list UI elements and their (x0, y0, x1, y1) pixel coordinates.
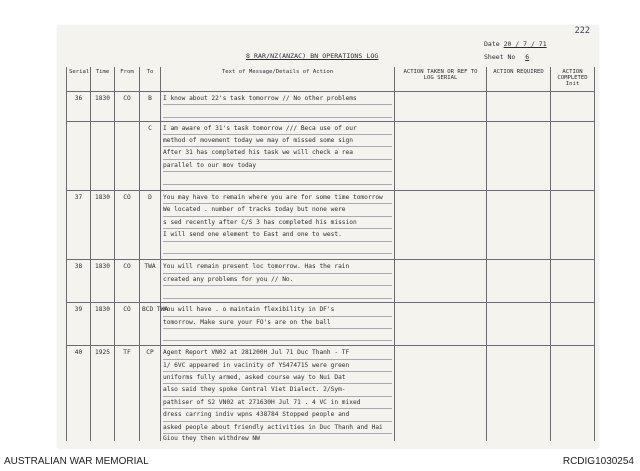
entry-action-completed (551, 121, 595, 190)
log-entry-row (67, 191, 595, 260)
entry-text-line: Agent Report VN02 at 281200H Jul 71 Duc Thanh - TF (163, 347, 392, 359)
entry-action-taken (395, 121, 487, 190)
entry-action-completed (551, 260, 595, 303)
entry-text-line: parallel to our mov today (163, 160, 392, 172)
entry-serial (67, 121, 91, 190)
entry-from: CO (115, 191, 140, 260)
entry-serial: 39 (67, 303, 91, 346)
entry-from: CO (115, 303, 140, 346)
log-body (67, 92, 595, 442)
entry-text (161, 121, 395, 190)
entry-text-line: created any problems for you // No. (163, 274, 392, 286)
entry-from: TF (115, 346, 140, 441)
log-sheet (58, 26, 598, 448)
entry-action-required (487, 121, 551, 190)
col-time: Time (91, 67, 115, 92)
entry-text (161, 92, 395, 122)
entry-text (161, 191, 395, 260)
entry-text-line: I know about 22's task tomorrow // No other problems (163, 93, 392, 105)
entry-text-line: 1/ 6VC appeared in vacinity of YS474715 were green (163, 360, 392, 372)
log-entry-row (67, 303, 595, 346)
page-number: 222 (574, 26, 590, 36)
entry-action-required (487, 260, 551, 303)
entry-serial: 40 (67, 346, 91, 441)
log-title: 8 RAR/NZ(ANZAC) BN OPERATIONS LOG (246, 52, 379, 60)
entry-action-taken (395, 191, 487, 260)
log-entry-row (67, 121, 595, 190)
sheet-value: 6 (525, 53, 530, 61)
log-entry-row (67, 92, 595, 122)
entry-text-line (163, 172, 392, 184)
entry-action-taken (395, 260, 487, 303)
entry-action-completed (551, 92, 595, 122)
operations-log-table (66, 67, 595, 441)
entry-serial: 36 (67, 92, 91, 122)
entry-time: 1830 (91, 260, 115, 303)
entry-action-required (487, 303, 551, 346)
col-action-taken: ACTION TAKEN OR REF TO LOG SERIAL (395, 67, 487, 92)
entry-serial: 38 (67, 260, 91, 303)
sheet-field (484, 53, 535, 61)
entry-action-required (487, 92, 551, 122)
entry-text-line: You may have to remain where you are for some time tomorrow (163, 192, 392, 204)
entry-text-line: You will remain present loc tomorrow. Has the rain (163, 261, 392, 273)
entry-text-line (163, 329, 392, 341)
entry-text-line: also said they spoke Central Viet Dialect. 2/Sym- (163, 384, 392, 396)
entry-text (161, 260, 395, 303)
entry-to: C (140, 121, 161, 190)
entry-to: B (140, 92, 161, 122)
entry-text-line: pathiser of S2 VN02 at 271630H Jul 71 . 4 VC in mixed (163, 397, 392, 409)
entry-to: BCD TWA (140, 303, 161, 346)
entry-time: 1830 (91, 92, 115, 122)
entry-to: CP (140, 346, 161, 441)
entry-action-taken (395, 346, 487, 441)
sheet-label: Sheet No (484, 53, 516, 61)
entry-text-line: After 31 has completed his task we will check a rea (163, 147, 392, 159)
entry-text (161, 346, 395, 441)
col-to: To (140, 67, 161, 92)
entry-text-line (163, 105, 392, 117)
entry-text-line: asked people about friendly activities in Duc Thanh and Hai Giou they then withdrew NW (163, 422, 392, 434)
entry-action-completed (551, 346, 595, 441)
entry-to: D (140, 191, 161, 260)
entry-action-completed (551, 191, 595, 260)
entry-text-line (163, 242, 392, 254)
entry-to: TWA (140, 260, 161, 303)
entry-action-required (487, 346, 551, 441)
entry-text-line: dress carring indiv wpns 438784 Stopped people and (163, 409, 392, 421)
header-row (67, 67, 595, 92)
log-entry-row (67, 260, 595, 303)
entry-text-line: method of movement today we may of missed some sign (163, 135, 392, 147)
col-from: From (115, 67, 140, 92)
entry-from: CO (115, 92, 140, 122)
entry-action-completed (551, 303, 595, 346)
footer-source: AUSTRALIAN WAR MEMORIAL (4, 456, 149, 467)
entry-text-line: uniforms fully armed, asked course way to Nui Dat (163, 372, 392, 384)
col-text: Text of Message/Details of Action (161, 67, 395, 92)
entry-action-taken (395, 92, 487, 122)
entry-time: 1830 (91, 191, 115, 260)
entry-time: 1830 (91, 303, 115, 346)
entry-text-line: s sed recently after C/S 3 has completed his mission (163, 217, 392, 229)
entry-text-line: I will send one element to East and one to west. (163, 229, 392, 241)
entry-text (161, 303, 395, 346)
footer (0, 453, 640, 471)
entry-text-line: tomorrow. Make sure your FO's are on the ball (163, 317, 392, 329)
date-label: Date (484, 40, 500, 48)
date-value: 20 / 7 / 71 (503, 40, 547, 48)
date-field (484, 40, 547, 48)
entry-from: CO (115, 260, 140, 303)
entry-from (115, 121, 140, 190)
entry-serial: 37 (67, 191, 91, 260)
footer-reference: RCDIG1030254 (562, 456, 634, 467)
entry-text-line: We located . number of tracks today but none were (163, 204, 392, 216)
entry-text-line: I am aware of 31's task tomorrow /// Beca use of our (163, 123, 392, 135)
col-action-required: ACTION REQUIRED (487, 67, 551, 92)
col-action-completed: ACTION COMPLETED Init (551, 67, 595, 92)
entry-time (91, 121, 115, 190)
log-entry-row (67, 346, 595, 441)
entry-text-line: You will have . o maintain flexibility in DF's (163, 304, 392, 316)
entry-text-line (163, 286, 392, 298)
entry-time: 1925 (91, 346, 115, 441)
entry-action-taken (395, 303, 487, 346)
col-serial: Serial (67, 67, 91, 92)
entry-action-required (487, 191, 551, 260)
